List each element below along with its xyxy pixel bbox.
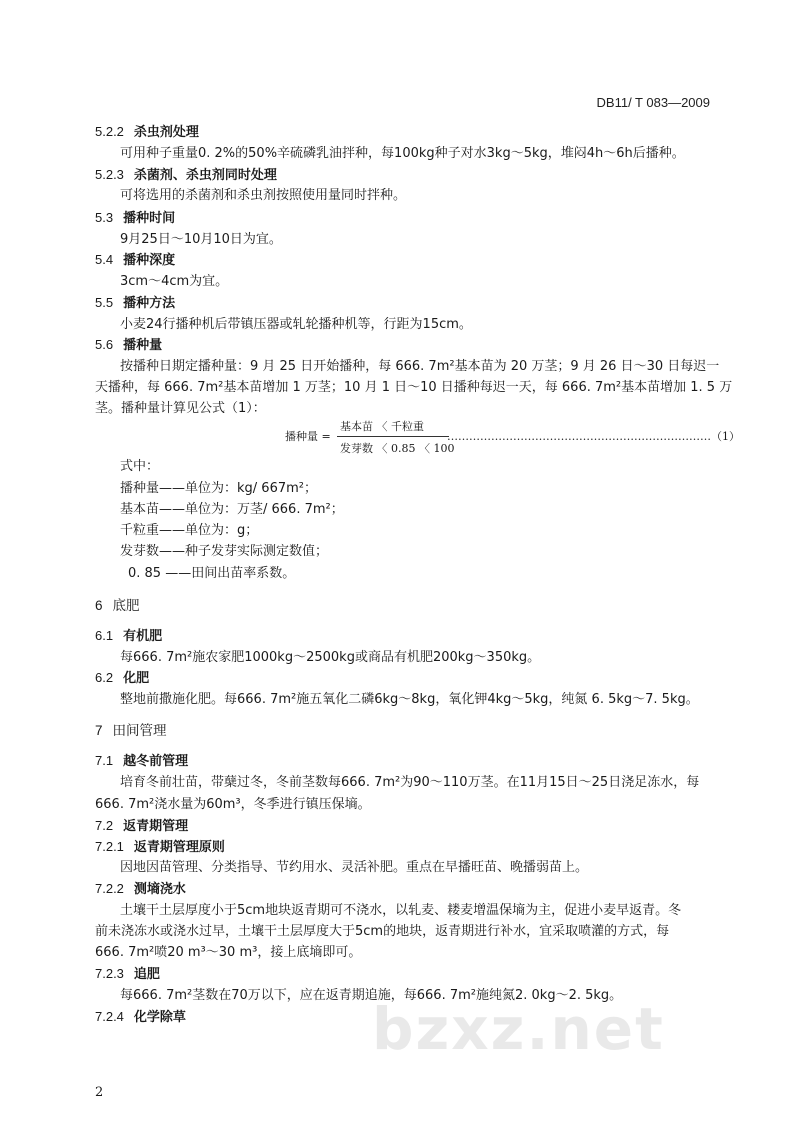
- paragraph: 因地因苗管理、分类指导、节约用水、灵活补肥。重点在早播旺苗、晚播弱苗上。: [120, 860, 589, 875]
- section-title: 越冬前管理: [123, 754, 189, 769]
- standard-code: DB11/ T 083—2009: [596, 95, 710, 110]
- section-number: 7.2.4: [95, 1009, 124, 1024]
- section-title: 杀虫剂处理: [133, 125, 199, 140]
- section-number: 7.1: [95, 753, 114, 768]
- site-watermark: bzxz.net: [372, 995, 665, 1063]
- section-number: 7.2.2: [95, 881, 124, 896]
- chapter-title: 底肥: [112, 598, 140, 614]
- section-number: 7.2: [95, 818, 114, 833]
- fraction-bar: [337, 436, 449, 437]
- paragraph: 整地前撒施化肥。每666. 7m²施五氧化二磷6kg～8kg，氧化钾4kg～5kg，纯氮 6. 5kg～7. 5kg。: [120, 692, 699, 707]
- paragraph: 每666. 7m²施农家肥1000kg～2500kg或商品有机肥200kg～350kg。: [120, 650, 541, 665]
- section-heading-6-1: [95, 627, 162, 646]
- section-title: 化肥: [123, 671, 150, 686]
- paragraph-line: 前未浇冻水或浇水过早，土壤干土层厚度大于5cm的地块，返青期进行补水，宜采取喷灌的方式，每: [95, 924, 670, 939]
- page-number: 2: [95, 1085, 104, 1100]
- section-number: 7.2.1: [95, 839, 124, 854]
- section-number: 5.3: [95, 210, 114, 225]
- paragraph-line: 666. 7m²浇水量为60m³，冬季进行镇压保墒。: [95, 797, 371, 812]
- section-number: 5.6: [95, 337, 114, 352]
- section-heading-7-2-4: [95, 1008, 186, 1027]
- section-number: 5.2.3: [95, 167, 124, 182]
- paragraph: 可用种子重量0. 2%的50%辛硫磷乳油拌种，每100kg种子对水3kg～5kg，堆闷4h～6h后播种。: [120, 146, 685, 161]
- section-heading-5-4: [95, 251, 175, 270]
- paragraph: 可将选用的杀菌剂和杀虫剂按照使用量同时拌种。: [120, 188, 407, 203]
- formula-leader-and-number: ………………………………………………………………（1）: [447, 430, 740, 443]
- chapter-heading-7: [95, 722, 167, 740]
- where-label: 式中：: [120, 459, 160, 474]
- section-heading-7-2-2: [95, 880, 186, 899]
- chapter-title: 田间管理: [112, 723, 167, 739]
- section-heading-7-2-1: [95, 838, 225, 857]
- chapter-number: 7: [95, 723, 103, 738]
- section-title: 播种方法: [123, 296, 176, 311]
- section-title: 有机肥: [123, 629, 163, 644]
- section-title: 追肥: [133, 967, 160, 982]
- section-number: 6.1: [95, 628, 114, 643]
- definition-item: 发芽数——种子发芽实际测定数值；: [120, 544, 329, 559]
- paragraph-line: 土壤干土层厚度小于5cm地块返青期可不浇水，以轧麦、耧麦增温保墒为主，促进小麦早返青。冬: [120, 903, 682, 918]
- section-number: 5.5: [95, 295, 114, 310]
- paragraph-line: 天播种，每 666. 7m²基本苗增加 1 万茎；10 月 1 日～10 日播种每迟一天，每 666. 7m²基本苗增加 1. 5 万: [95, 380, 733, 395]
- section-title: 返青期管理: [123, 819, 189, 834]
- section-title: 返青期管理原则: [133, 840, 225, 855]
- definition-item: 播种量——单位为：kg/ 667m²；: [120, 481, 317, 496]
- section-title: 播种量: [123, 338, 163, 353]
- formula-denominator: 发芽数 〈 0.85 〈 100: [340, 442, 455, 455]
- paragraph-line: 按播种日期定播种量：9 月 25 日开始播种，每 666. 7m²基本苗为 20 万茎；9 月 26 日～30 日每迟一: [120, 359, 720, 374]
- section-title: 测墒浇水: [133, 882, 186, 897]
- chapter-number: 6: [95, 598, 103, 613]
- paragraph-line: 培育冬前壮苗，带蘖过冬，冬前茎数每666. 7m²为90～110万茎。在11月15日～25日浇足冻水，每: [120, 775, 700, 790]
- paragraph: 每666. 7m²茎数在70万以下，应在返青期追施，每666. 7m²施纯氮2. 0kg～2. 5kg。: [120, 988, 623, 1003]
- paragraph: 3cm～4cm为宜。: [120, 274, 229, 289]
- section-heading-5-2-3: [95, 166, 277, 185]
- section-heading-6-2: [95, 669, 149, 688]
- section-number: 5.4: [95, 252, 114, 267]
- definition-item: 千粒重——单位为：g；: [120, 523, 259, 538]
- section-heading-7-2-3: [95, 965, 160, 984]
- section-title: 播种时间: [123, 211, 176, 226]
- section-title: 化学除草: [133, 1010, 186, 1025]
- paragraph: 9月25日～10月10日为宜。: [120, 232, 282, 247]
- paragraph-line: 666. 7m²喷20 m³～30 m³，接上底墒即可。: [95, 945, 362, 960]
- chapter-heading-6: [95, 597, 140, 615]
- section-title: 播种深度: [123, 253, 176, 268]
- section-number: 5.2.2: [95, 124, 124, 139]
- definition-item: 0. 85 ——田间出苗率系数。: [128, 566, 296, 581]
- definition-item: 基本苗——单位为：万茎/ 666. 7m²；: [120, 502, 344, 517]
- section-heading-5-5: [95, 294, 175, 313]
- section-heading-7-2: [95, 817, 188, 836]
- section-heading-5-6: [95, 336, 162, 355]
- section-heading-7-1: [95, 752, 188, 771]
- section-heading-5-2-2: [95, 123, 199, 142]
- section-number: 7.2.3: [95, 966, 124, 981]
- section-number: 6.2: [95, 670, 114, 685]
- section-title: 杀菌剂、杀虫剂同时处理: [133, 168, 277, 183]
- formula-lhs: 播种量 =: [285, 430, 331, 443]
- paragraph-line: 茎。播种量计算见公式（1）：: [95, 401, 266, 416]
- paragraph: 小麦24行播种机后带镇压器或轧轮播种机等，行距为15cm。: [120, 317, 472, 332]
- section-heading-5-3: [95, 209, 175, 228]
- formula-numerator: 基本苗 〈 千粒重: [340, 420, 424, 433]
